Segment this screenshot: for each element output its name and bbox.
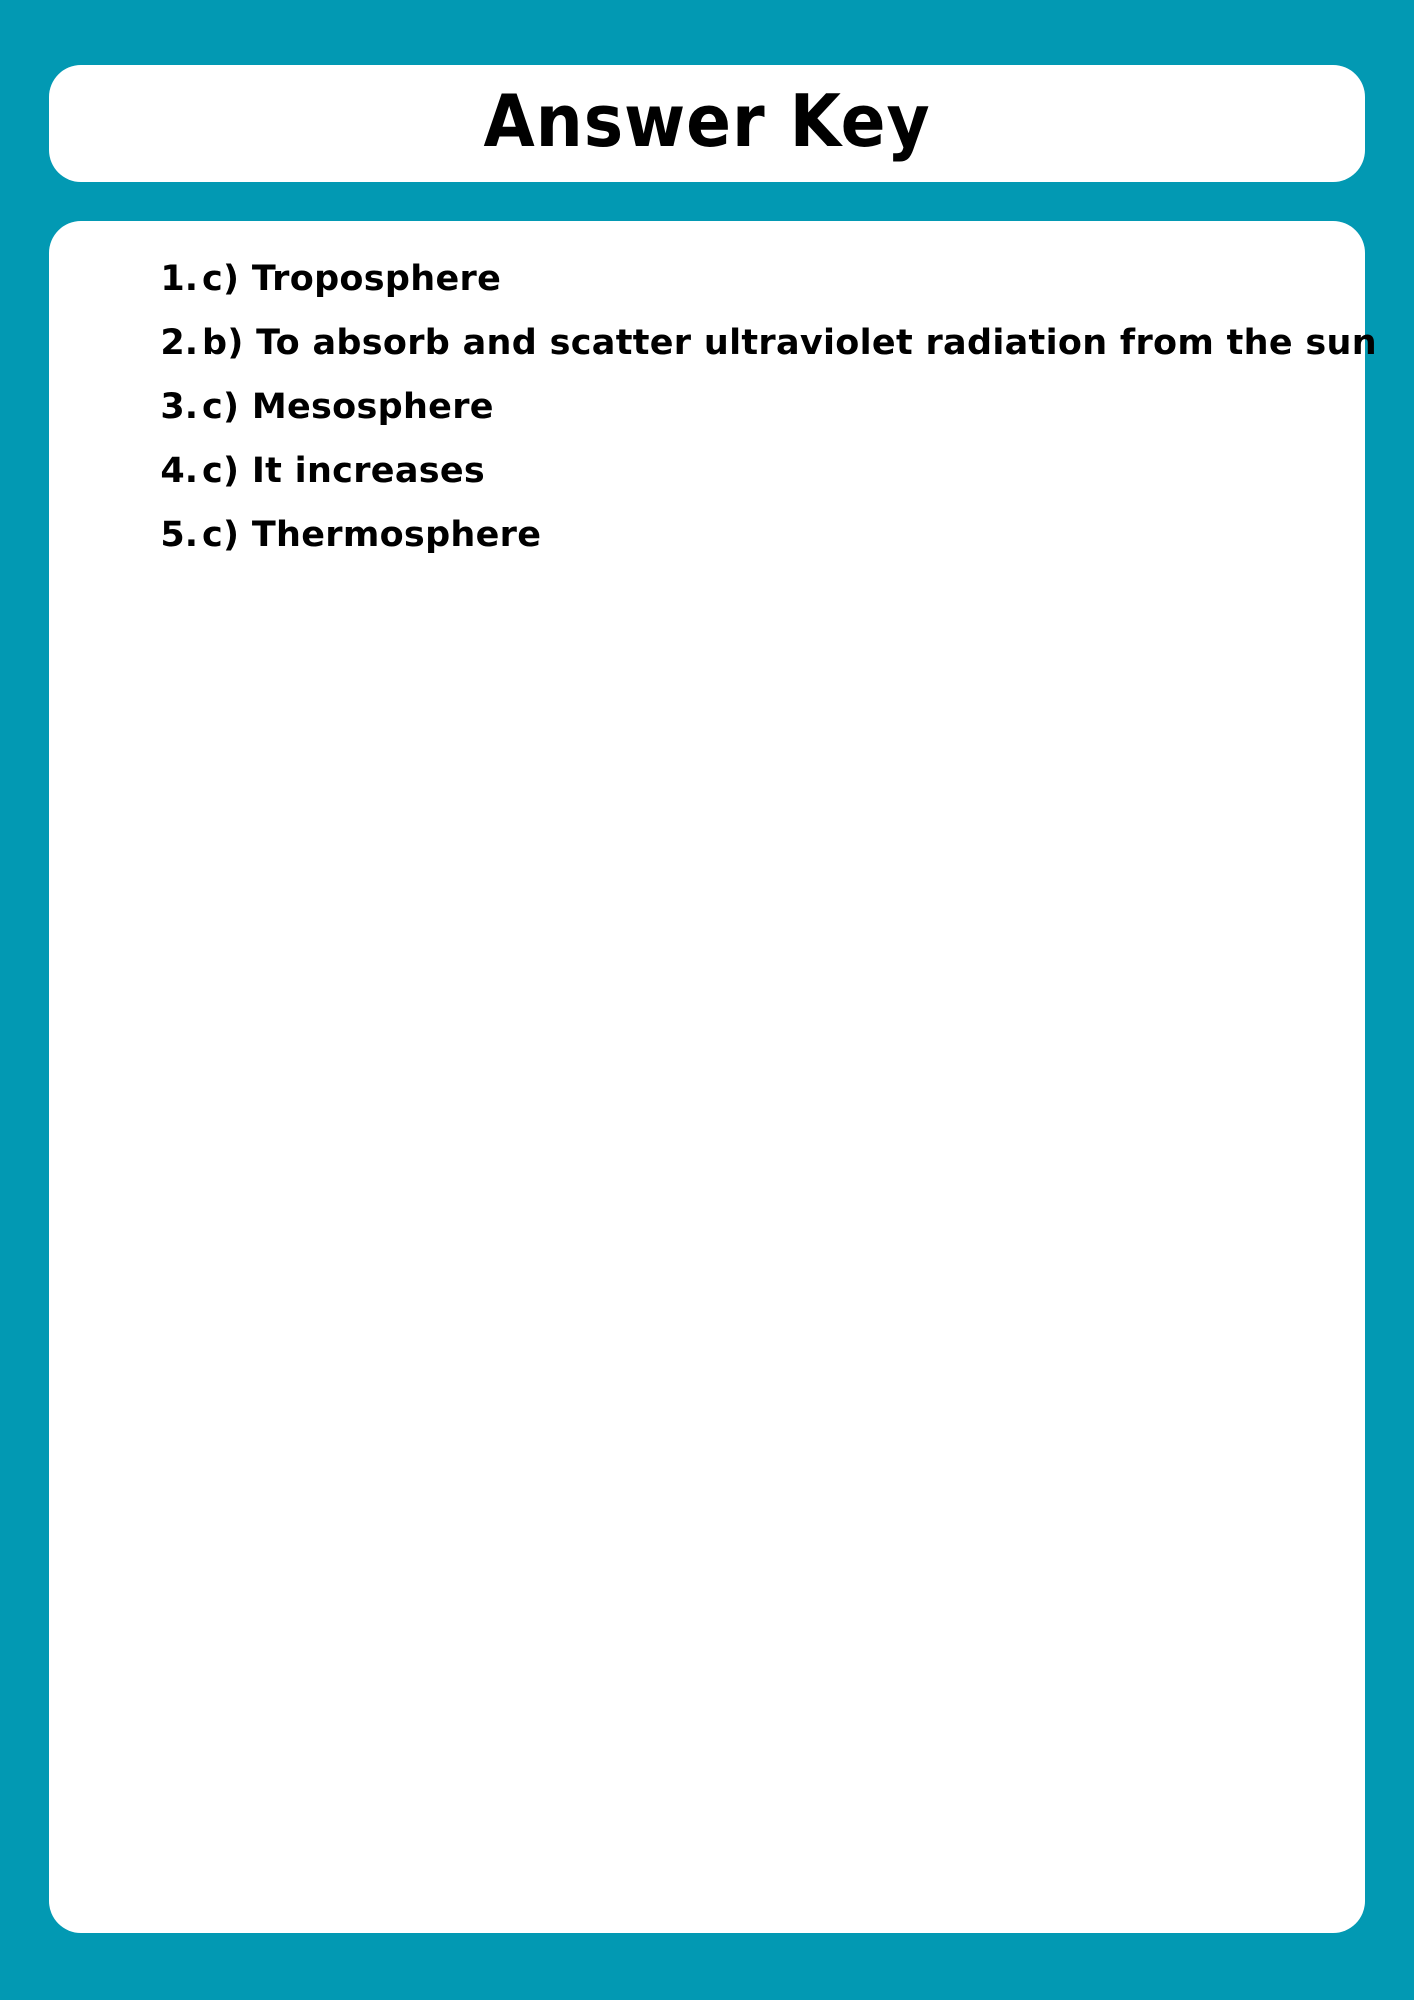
answer-item — [154, 259, 1377, 323]
answer-number: 2. — [160, 323, 198, 363]
answer-number: 1. — [160, 259, 198, 299]
answer-text: c) Thermosphere — [202, 515, 542, 555]
answer-number: 5. — [160, 515, 198, 555]
header-card — [49, 65, 1365, 182]
answer-item — [154, 451, 1377, 515]
answer-item — [154, 515, 1377, 579]
answer-number: 3. — [160, 387, 198, 427]
answer-card — [49, 221, 1377, 1933]
answer-text: c) It increases — [202, 451, 486, 491]
answer-item — [154, 387, 1377, 451]
page-title: Answer Key — [483, 78, 931, 163]
answer-text: c) Troposphere — [202, 259, 502, 299]
answer-item — [154, 323, 1377, 387]
answer-number: 4. — [160, 451, 198, 491]
answer-text: c) Mesosphere — [202, 387, 494, 427]
answer-list — [154, 259, 1377, 579]
answer-text: b) To absorb and scatter ultraviolet radiation from the sun — [202, 323, 1377, 363]
